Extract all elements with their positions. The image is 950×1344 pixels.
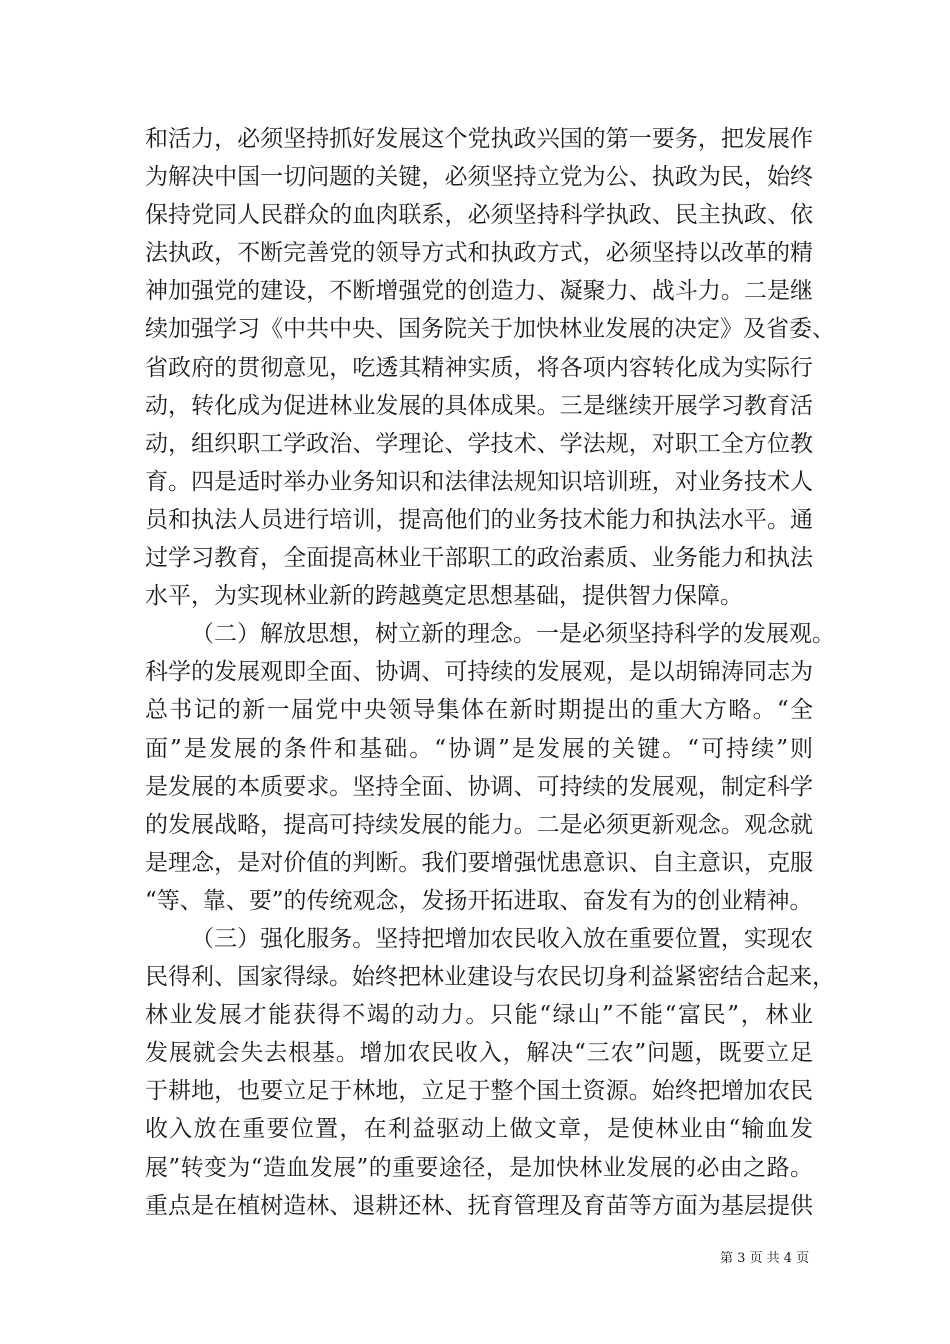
- page-number-footer: 第 3 页 共 4 页: [720, 1251, 810, 1266]
- text-line-21: “等、靠、要”的传统观念，发扬开拓进取、奋发有为的创业精神。: [145, 887, 813, 914]
- text-line-23: 民得利、国家得绿。始终把林业建设与农民切身利益紧密结合起来，: [145, 964, 835, 991]
- text-line-14: （二）解放思想，树立新的理念。一是必须坚持科学的发展观。: [191, 621, 835, 648]
- text-line-29: 重点是在植树造林、退耕还林、抚育管理及育苗等方面为基层提供: [145, 1192, 813, 1219]
- text-line-20: 是理念，是对价值的判断。我们要增强忧患意识、自主意识，克服: [145, 849, 813, 876]
- text-line-2: 为解决中国一切问题的关键，必须坚持立党为公、执政为民，始终: [145, 164, 813, 191]
- text-line-7: 省政府的贯彻意见，吃透其精神实质，将各项内容转化成为实际行: [145, 354, 813, 381]
- text-line-6: 续加强学习《中共中央、国务院关于加快林业发展的决定》及省委、: [145, 316, 835, 343]
- text-line-4: 法执政，不断完善党的领导方式和执政方式，必须坚持以改革的精: [145, 240, 813, 267]
- text-line-8: 动，转化成为促进林业发展的具体成果。三是继续开展学习教育活: [145, 392, 813, 419]
- text-line-22: （三）强化服务。坚持把增加农民收入放在重要位置，实现农: [191, 925, 813, 952]
- text-line-11: 员和执法人员进行培训，提高他们的业务技术能力和执法水平。通: [145, 506, 813, 533]
- text-line-26: 于耕地，也要立足于林地，立足于整个国土资源。始终把增加农民: [145, 1078, 813, 1105]
- text-line-12: 过学习教育，全面提高林业干部职工的政治素质、业务能力和执法: [145, 545, 813, 572]
- text-line-24: 林业发展才能获得不竭的动力。只能“绿山”不能“富民”，林业: [145, 1002, 813, 1029]
- text-line-15: 科学的发展观即全面、协调、可持续的发展观，是以胡锦涛同志为: [145, 659, 813, 686]
- text-line-16: 总书记的新一届党中央领导集体在新时期提出的重大方略。“全: [145, 697, 813, 724]
- text-line-13: 水平，为实现林业新的跨越奠定思想基础，提供智力保障。: [145, 583, 743, 610]
- text-line-10: 育。四是适时举办业务知识和法律法规知识培训班，对业务技术人: [145, 468, 813, 495]
- text-line-27: 收入放在重要位置，在利益驱动上做文章，是使林业由“输血发: [145, 1116, 813, 1143]
- text-line-18: 是发展的本质要求。坚持全面、协调、可持续的发展观，制定科学: [145, 773, 813, 800]
- text-line-17: 面”是发展的条件和基础。“协调”是发展的关键。“可持续”则: [145, 735, 813, 762]
- text-line-5: 神加强党的建设，不断增强党的创造力、凝聚力、战斗力。二是继: [145, 278, 813, 305]
- body-text: [145, 120, 835, 1225]
- text-line-25: 发展就会失去根基。增加农民收入，解决“三农”问题，既要立足: [145, 1040, 813, 1067]
- text-line-19: 的发展战略，提高可持续发展的能力。二是必须更新观念。观念就: [145, 811, 813, 838]
- text-line-1: 和活力，必须坚持抓好发展这个党执政兴国的第一要务，把发展作: [145, 126, 813, 152]
- text-line-9: 动，组织职工学政治、学理论、学技术、学法规，对职工全方位教: [145, 430, 813, 457]
- text-line-28: 展”转变为“造血发展”的重要途径，是加快林业发展的必由之路。: [145, 1154, 813, 1181]
- text-line-3: 保持党同人民群众的血肉联系，必须坚持科学执政、民主执政、依: [145, 202, 813, 229]
